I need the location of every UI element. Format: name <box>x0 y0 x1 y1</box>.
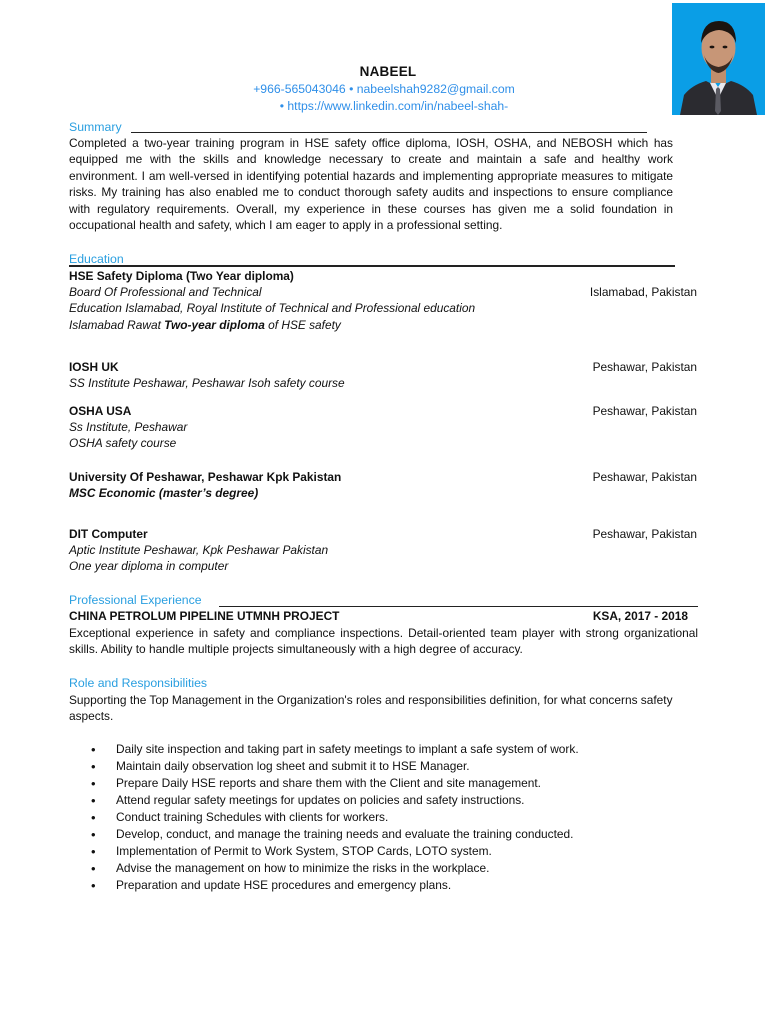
entry-heading: IOSH UK <box>69 360 119 374</box>
list-item: • Conduct training Schedules with clients for workers. <box>69 809 689 826</box>
summary-title: Summary <box>69 120 122 134</box>
list-item: • Prepare Daily HSE reports and share them with the Client and site management. <box>69 775 689 792</box>
contact-info[interactable]: +966-565043046 • nabeelshah9282@gmail.com <box>253 82 515 96</box>
education-entry-hse <box>69 268 697 333</box>
entry-location: Peshawar, Pakistan <box>592 404 697 418</box>
experience-text: Exceptional experience in safety and compliance inspections. Detail-oriented team player with strong organizational skills. Ability to handle multiple projects simultaneously with a high degree of accuracy. <box>69 626 698 657</box>
list-item: • Preparation and update HSE procedures and emergency plans. <box>69 877 689 894</box>
entry-location: Peshawar, Pakistan <box>592 470 697 484</box>
entry-heading: University Of Peshawar, Peshawar Kpk Pakistan <box>69 470 342 484</box>
experience-title: Professional Experience <box>69 593 202 607</box>
entry-detail-bold: Two-year diploma <box>164 317 265 332</box>
entry-detail: OSHA safety course <box>69 436 177 451</box>
summary-text: Completed a two-year training program in HSE safety office diploma, IOSH, OSHA, and NEBOSH which has equipped me with the skills and knowledge necessary to create and maintain a safe and healthy work environment. I am well-versed in identifying potential hazards and implementing appropriate measures to mitigate risks. My training has also enabled me to conduct thorough safety audits and inspections to ensure compliance with regulatory requirements. Overall, my experience in these courses has given me a solid foundation in occupational health and safety, which I am eager to apply in a professional setting. <box>69 136 673 233</box>
education-entry-osha <box>69 403 697 452</box>
roles-intro: Supporting the Top Management in the Organization's roles and responsibilities definition, for what concerns safety aspects. <box>69 693 673 724</box>
entry-location: Peshawar, Pakistan <box>592 527 697 541</box>
experience-project-row <box>69 608 698 625</box>
project-meta: KSA, 2017 - 2018 <box>592 609 688 623</box>
list-item: • Daily site inspection and taking part in safety meetings to implant a safe system of work. <box>69 741 689 758</box>
summary-section <box>69 119 673 233</box>
education-heading <box>69 251 675 267</box>
education-rule <box>69 265 675 267</box>
summary-heading <box>69 119 673 135</box>
entry-institution: Board Of Professional and Technical <box>69 285 262 300</box>
entry-detail-part: of HSE safety <box>264 317 341 332</box>
entry-heading: DIT Computer <box>69 527 148 541</box>
entry-institution: Ss Institute, Peshawar <box>69 420 188 435</box>
list-item: • Develop, conduct, and manage the training needs and evaluate the training conducted. <box>69 826 689 843</box>
entry-institution: Aptic Institute Peshawar, Kpk Peshawar Pakistan <box>69 543 329 558</box>
education-entry-university <box>69 469 697 501</box>
list-item: • Implementation of Permit to Work System, STOP Cards, LOTO system. <box>69 843 689 860</box>
education-entry-iosh <box>69 359 697 391</box>
entry-detail <box>69 317 697 333</box>
list-item: • Maintain daily observation log sheet and submit it to HSE Manager. <box>69 758 689 775</box>
linkedin-link[interactable]: • https://www.linkedin.com/in/nabeel-shah- <box>279 99 509 113</box>
roles-list <box>69 741 689 894</box>
entry-detail: Education Islamabad, Royal Institute of Technical and Professional education <box>69 301 476 316</box>
experience-rule <box>219 606 698 607</box>
entry-degree: MSC Economic (master’s degree) <box>69 486 259 501</box>
experience-heading <box>69 592 698 608</box>
summary-rule <box>131 132 647 133</box>
education-entry-dit <box>69 526 697 575</box>
resume-header <box>0 63 768 115</box>
experience-section <box>69 592 698 658</box>
list-item: • Advise the management on how to minimize the risks in the workplace. <box>69 860 689 877</box>
entry-detail: One year diploma in computer <box>69 559 229 574</box>
list-item: • Attend regular safety meetings for updates on policies and safety instructions. <box>69 792 689 809</box>
roles-title: Role and Responsibilities <box>69 676 208 690</box>
entry-location: Peshawar, Pakistan <box>592 360 697 374</box>
education-title: Education <box>69 252 124 266</box>
entry-heading: HSE Safety Diploma (Two Year diploma) <box>69 269 294 283</box>
roles-section <box>69 675 689 894</box>
education-section-heading <box>69 251 675 267</box>
candidate-name: NABEEL <box>359 64 417 79</box>
roles-heading <box>69 675 689 691</box>
entry-heading: OSHA USA <box>69 404 132 418</box>
entry-institution: SS Institute Peshawar, Peshawar Isoh safety course <box>69 376 345 391</box>
project-name: CHINA PETROLUM PIPELINE UTMNH PROJECT <box>69 609 340 623</box>
entry-detail-part: Islamabad Rawat <box>69 317 165 332</box>
entry-location: Islamabad, Pakistan <box>589 285 697 300</box>
